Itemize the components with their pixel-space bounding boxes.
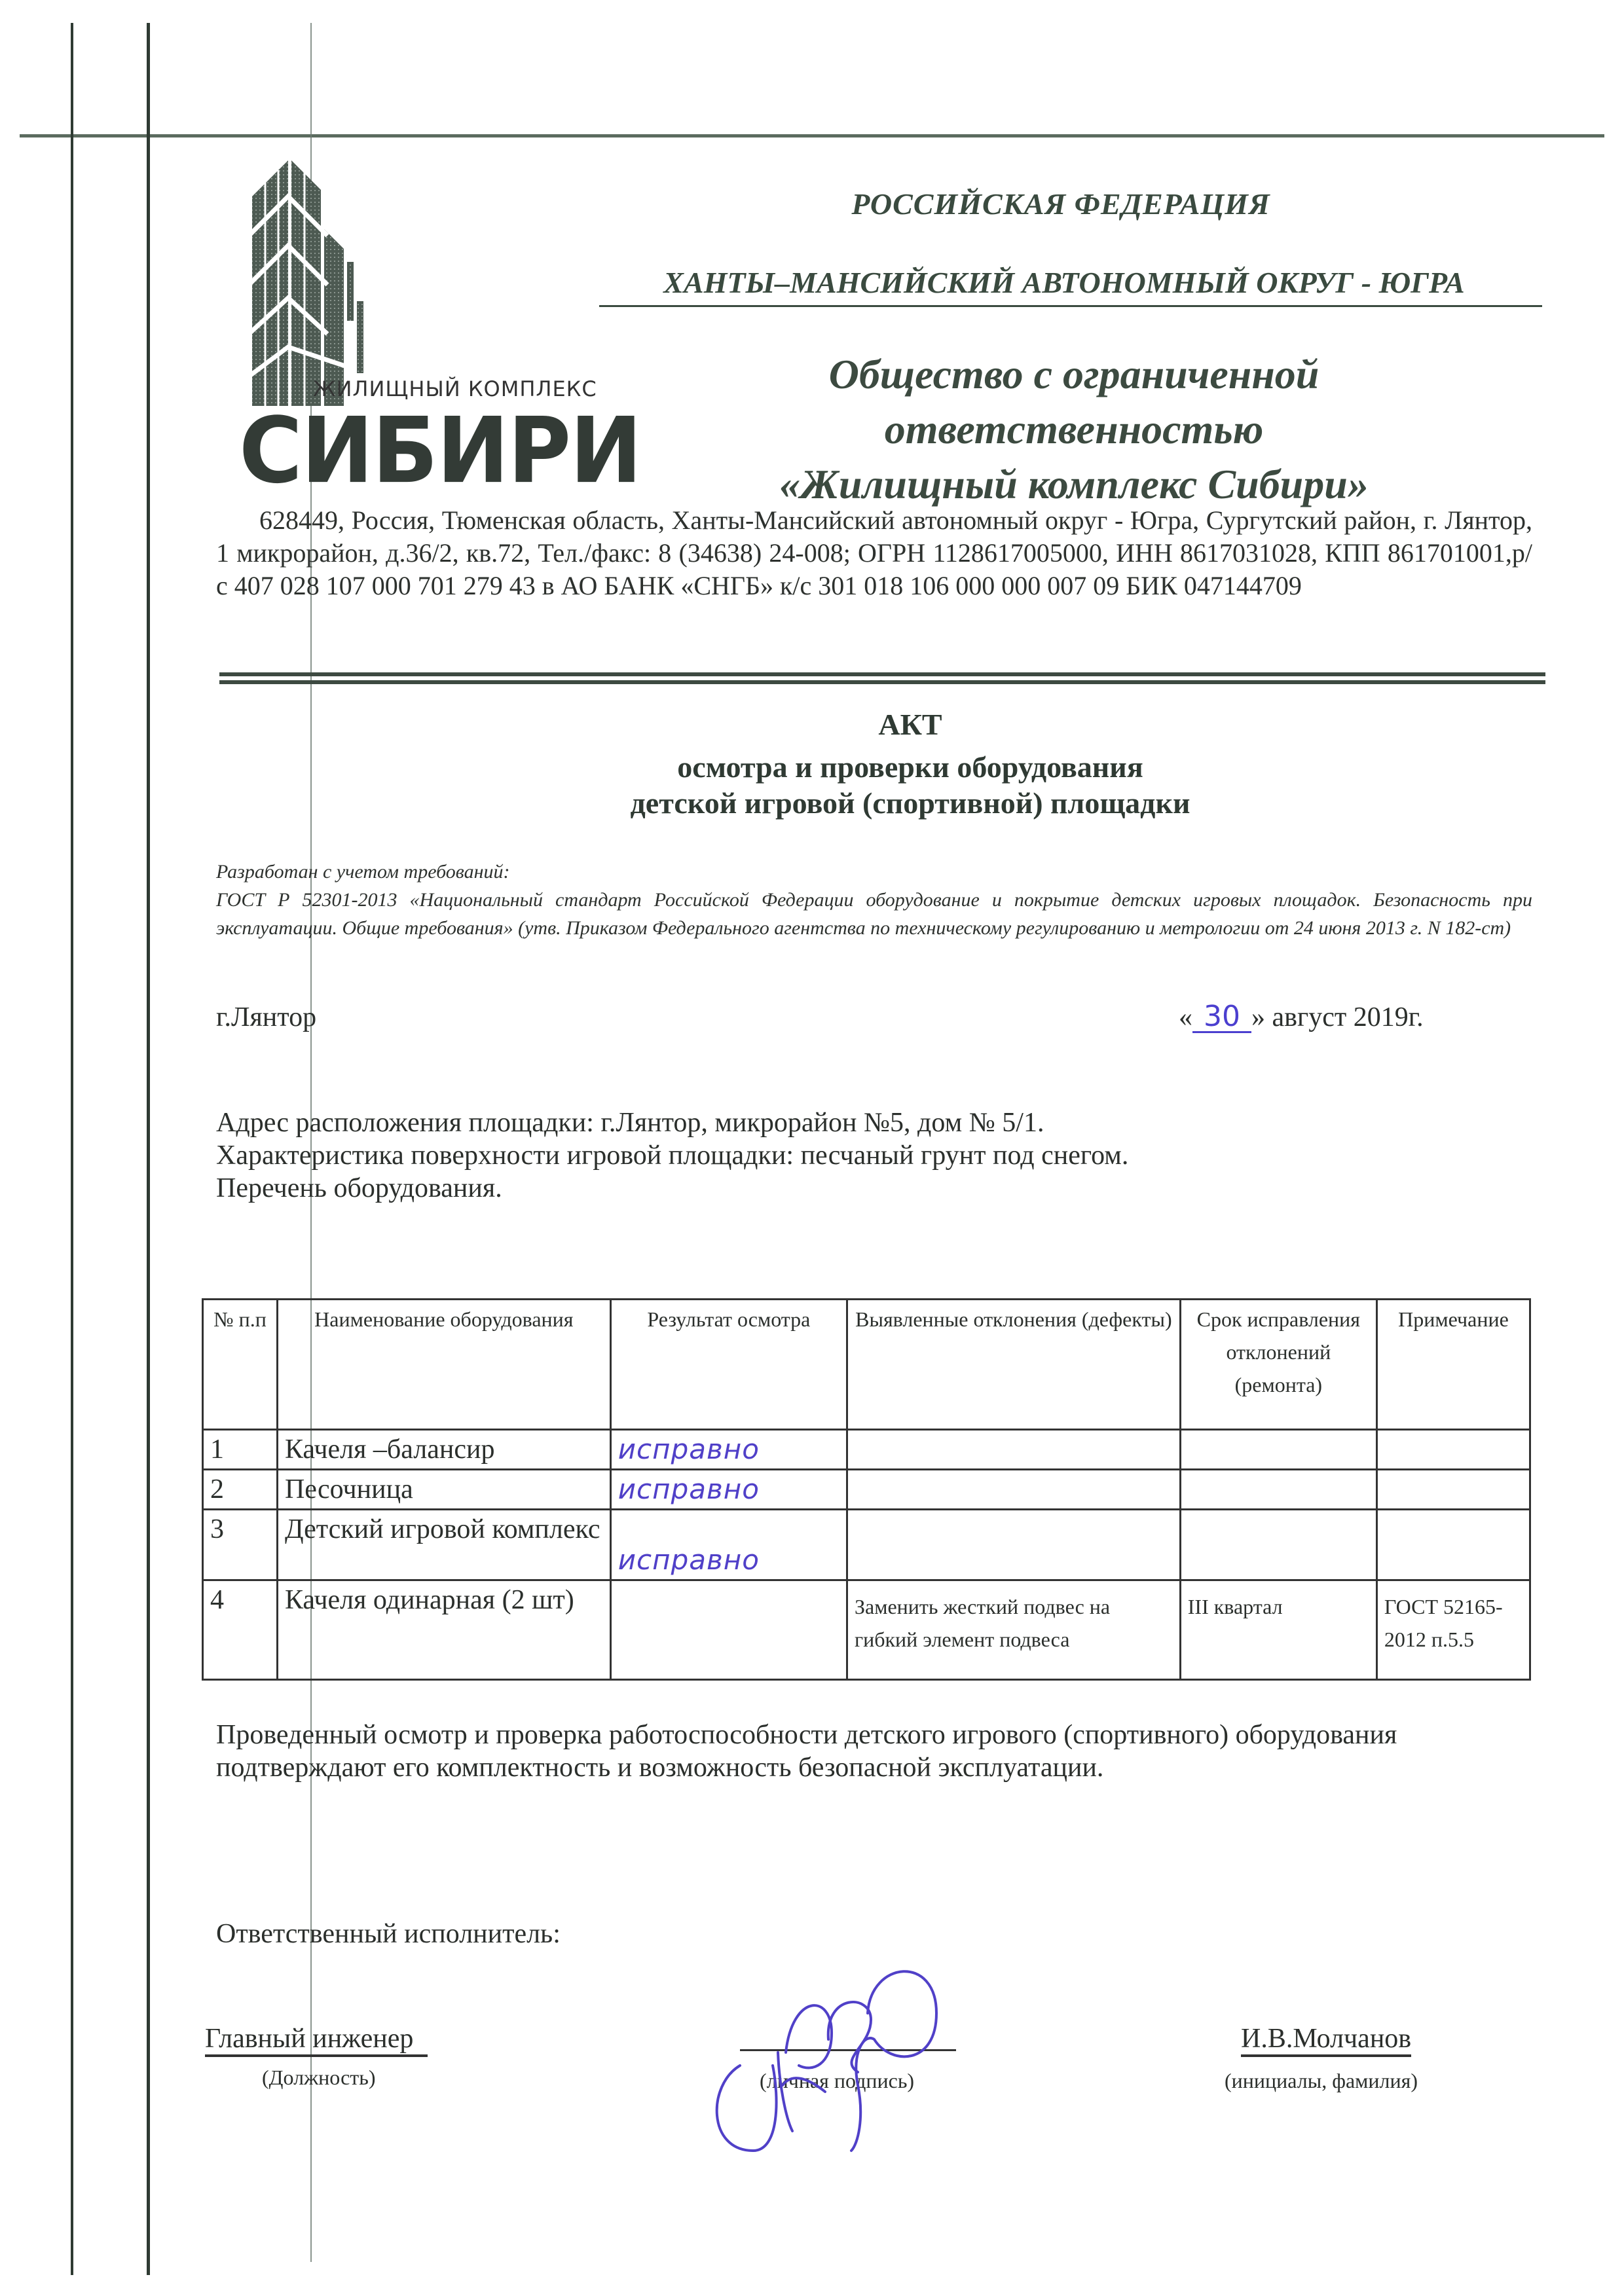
cell-note	[1376, 1470, 1530, 1510]
cell-defects	[847, 1470, 1180, 1510]
signature-caption: (личная подпись)	[760, 2069, 915, 2092]
cell-number: 4	[203, 1580, 278, 1680]
cell-number: 3	[203, 1510, 278, 1580]
col-header-name: Наименование оборудования	[277, 1300, 610, 1430]
cell-defects	[847, 1430, 1180, 1470]
region-heading: ХАНТЫ–МАНСИЙСКИЙ АВТОНОМНЫЙ ОКРУГ - ЮГРА	[663, 266, 1465, 299]
document-date	[1179, 1002, 1424, 1033]
table-row	[203, 1580, 1530, 1680]
cell-name: Качеля –балансир	[277, 1430, 610, 1470]
developed-label: Разработан с учетом требований:	[216, 861, 510, 883]
cell-deadline: III квартал	[1180, 1580, 1376, 1680]
cell-note: ГОСТ 52165-2012 п.5.5	[1376, 1580, 1530, 1680]
cell-result: исправно	[610, 1510, 847, 1580]
developed-text: ГОСТ Р 52301-2013 «Национальный стандарт Российской Федерации оборудование и покрытие детских игровых площадок. Безопасность при эксплуатации. Общие требования» (утв. Приказом Федерального агентства по техническому регулированию и метрологии от 24 июня 2013 г. N 182-ст)	[216, 889, 1532, 939]
cell-defects: Заменить жесткий подвес на гибкий элемент подвеса	[847, 1580, 1180, 1680]
cell-name: Песочница	[277, 1470, 610, 1510]
top-border-line	[20, 134, 1604, 137]
col-header-note: Примечание	[1376, 1300, 1530, 1430]
signer-name: И.В.Молчанов	[1241, 2023, 1411, 2057]
cell-result: исправно	[610, 1430, 847, 1470]
document-subtitle-1: осмотра и проверки оборудования	[677, 750, 1143, 784]
cell-name: Детский игровой комплекс	[277, 1510, 610, 1580]
cell-number: 1	[203, 1430, 278, 1470]
handwritten-signature-icon	[694, 1954, 1022, 2164]
col-header-number: № п.п	[203, 1300, 278, 1430]
left-margin-line-2	[147, 23, 150, 2275]
cell-deadline	[1180, 1510, 1376, 1580]
city: г.Лянтор	[216, 1002, 317, 1032]
col-header-result: Результат осмотра	[610, 1300, 847, 1430]
country-heading: РОССИЙСКАЯ ФЕДЕРАЦИЯ	[851, 187, 1270, 221]
position-caption: (Должность)	[262, 2066, 376, 2089]
table-row	[203, 1430, 1530, 1470]
cell-result	[610, 1580, 847, 1680]
logo-subtitle: ЖИЛИЩНЫЙ КОМПЛЕКС	[313, 376, 597, 401]
cell-note	[1376, 1510, 1530, 1580]
cell-deadline	[1180, 1430, 1376, 1470]
equipment-list-label: Перечень оборудования.	[216, 1173, 502, 1203]
responsible-label: Ответственный исполнитель:	[216, 1919, 561, 1949]
signer-name-caption: (инициалы, фамилия)	[1225, 2069, 1418, 2092]
col-header-deadline: Срок исправления отклонений (ремонта)	[1180, 1300, 1376, 1430]
surface-description: Характеристика поверхности игровой площадки: песчаный грунт под снегом.	[216, 1140, 1129, 1171]
conclusion-text: Проведенный осмотр и проверка работоспособности детского игрового (спортивного) оборудования подтверждают его комплектность и возможность безопасной эксплуатации.	[216, 1720, 1397, 1783]
org-line-2: ответственностью	[884, 406, 1264, 452]
position-value: Главный инженер	[205, 2023, 428, 2057]
organization-name	[668, 347, 1480, 512]
developed-note	[216, 858, 1532, 942]
header-divider-2	[219, 680, 1545, 684]
date-open-quote: «	[1179, 1002, 1192, 1032]
table-row	[203, 1510, 1530, 1580]
date-day-handwritten: 30	[1192, 1002, 1251, 1033]
cell-result: исправно	[610, 1470, 847, 1510]
table-header-row	[203, 1300, 1530, 1430]
col-header-defects: Выявленные отклонения (дефекты)	[847, 1300, 1180, 1430]
document-title: АКТ	[878, 708, 942, 741]
cell-number: 2	[203, 1470, 278, 1510]
cell-note	[1376, 1430, 1530, 1470]
equipment-table	[202, 1298, 1531, 1681]
document-subtitle-2: детской игровой (спортивной) площадки	[630, 786, 1190, 820]
company-requisites: 628449, Россия, Тюменская область, Ханты-Мансийский автономный округ - Югра, Сургутский район, г. Лянтор, 1 микрорайон, д.36/2, кв.72, Тел./факс: 8 (34638) 24-008; ОГРН 1128617005000, ИНН 8617031028, КПП 861701001,р/с 407 028 107 000 701 279 43 в АО БАНК «СНГБ» к/с 301 018 106 000 000 007 09 БИК 047144709	[216, 505, 1532, 600]
date-month-year: » август 2019г.	[1251, 1002, 1424, 1032]
table-row	[203, 1470, 1530, 1510]
header-divider	[219, 672, 1545, 676]
org-line-3: «Жилищный комплекс Сибири»	[779, 461, 1369, 507]
cell-name: Качеля одинарная (2 шт)	[277, 1580, 610, 1680]
region-underline	[599, 305, 1542, 307]
org-line-1: Общество с ограниченной	[828, 351, 1320, 397]
cell-defects	[847, 1510, 1180, 1580]
left-margin-line	[71, 23, 73, 2275]
site-info	[216, 1106, 1128, 1205]
logo-name: СИБИРИ	[239, 398, 641, 504]
site-address: Адрес расположения площадки: г.Лянтор, микрорайон №5, дом № 5/1.	[216, 1108, 1044, 1138]
cell-deadline	[1180, 1470, 1376, 1510]
